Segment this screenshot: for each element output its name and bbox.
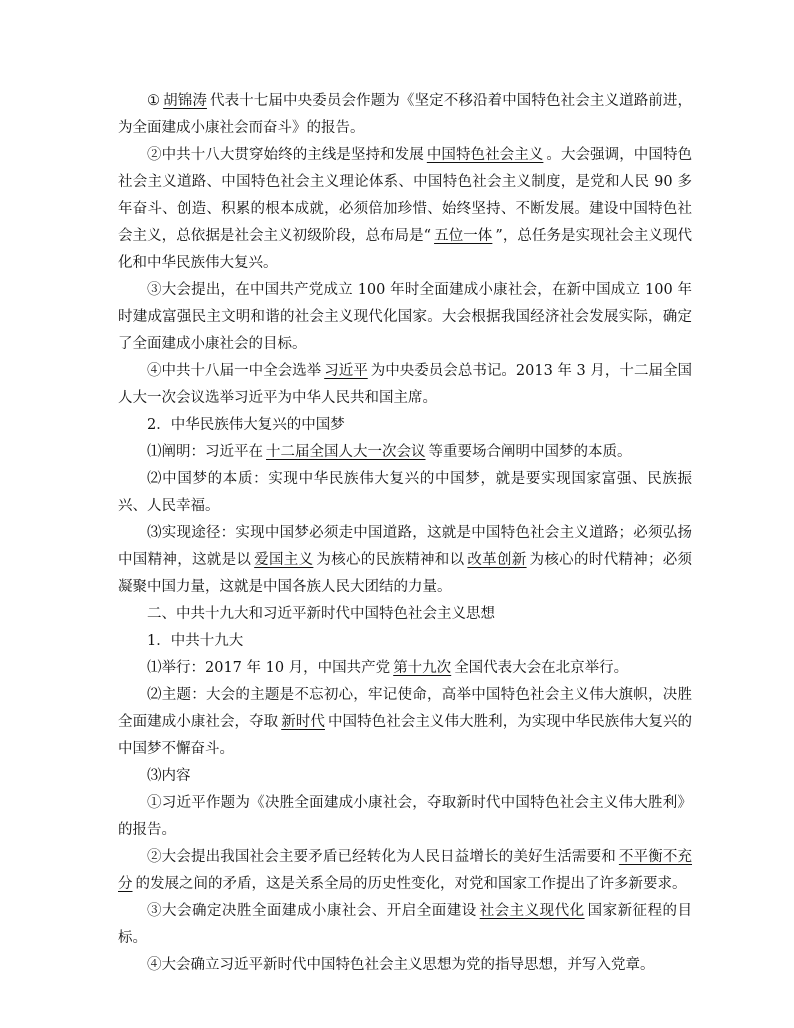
fill-in-answer: 中国特色社会主义 [426,147,544,163]
paragraph [118,763,692,790]
fill-in-answer: 新时代 [281,714,325,730]
paragraph [118,88,692,142]
fill-in-answer: 改革创新 [467,552,527,568]
text-run: 等重要场合阐明中国梦的本质。 [428,444,632,460]
text-run: 代表十七届中央委员会作题为《坚定不移沿着中国特色社会主义道路前进，为全面建成小康社会而奋斗》的报告。 [118,93,693,136]
text-run: 为中央委员会总书记。2013 年 3 月，十二届全国人大一次会议选举习近平为中华人民共和国主席。 [118,363,692,406]
fill-in-answer: 第十九次 [393,660,452,676]
text-run: 中国特色社会主义伟大胜利，为实现中华民族伟大复兴的中国梦不懈奋斗。 [118,714,693,757]
text-run: 国家新征程的目标。 [118,903,693,946]
paragraph [118,844,692,898]
paragraph [118,439,692,466]
paragraph [118,412,692,439]
paragraph [118,520,692,601]
text-run: ②大会提出我国社会主要矛盾已经转化为人民日益增长的美好生活需要和 [147,849,616,865]
paragraph [118,628,692,655]
text-run: 二、中共十九大和习近平新时代中国特色社会主义思想 [147,606,495,622]
fill-in-answer: 五位一体 [434,228,493,244]
text-run: ②中共十八大贯穿始终的主线是坚持和发展 [147,147,424,163]
document-body [118,88,692,979]
paragraph [118,655,692,682]
paragraph [118,142,692,277]
text-run: ⑴阐明：习近平在 [147,444,263,460]
paragraph [118,952,692,979]
paragraph [118,790,692,844]
paragraph [118,601,692,628]
paragraph [118,466,692,520]
fill-in-answer: 十二届全国人大一次会议 [266,444,426,460]
text-run: 为核心的时代精神；必须凝聚中国力量，这就是中国各族人民大团结的力量。 [118,552,693,595]
paragraph [118,277,692,358]
text-run: ⑴举行：2017 年 10 月，中国共产党 [147,660,391,676]
text-run: ⑶实现途径：实现中国梦必须走中国道路，这就是中国特色社会主义道路；必须弘扬中国精神，这就是以 [118,525,692,568]
text-run: ③大会提出，在中国共产党成立 100 年时全面建成小康社会，在新中国成立 100 年时建成富强民主文明和谐的社会主义现代化国家。大会根据我国经济社会发展实际，确定了全面建成小康社会的目标。 [118,282,692,352]
text-run: 2．中华民族伟大复兴的中国梦 [147,417,345,433]
fill-in-answer: 爱国主义 [254,552,314,568]
text-run: 为核心的民族精神和以 [316,552,465,568]
text-run: ⑶内容 [147,768,191,784]
text-run: ⑵中国梦的本质：实现中华民族伟大复兴的中国梦，就是要实现国家富强、民族振兴、人民幸福。 [118,471,692,514]
text-run: ④大会确立习近平新时代中国特色社会主义思想为党的指导思想，并写入党章。 [147,957,655,973]
text-run: ④中共十八届一中全会选举 [147,363,322,379]
text-run: 1．中共十九大 [147,633,244,649]
text-run: ① [147,93,161,109]
fill-in-answer: 不平衡不充分 [118,849,693,892]
text-run: 的发展之间的矛盾，这是关系全局的历史性变化，对党和国家工作提出了许多新要求。 [135,876,687,892]
fill-in-answer: 习近平 [324,363,368,379]
text-run: 。大会强调，中国特色社会主义道路、中国特色社会主义理论体系、中国特色社会主义制度，是党和人民 90 多年奋斗、创造、积累的根本成就，必须倍加珍惜、始终坚持、不断发展。建设中国特色社会主义，总依据是社会主义初级阶段，总布局是“ [118,147,693,244]
fill-in-answer: 社会主义现代化 [479,903,585,919]
fill-in-answer: 胡锦涛 [163,93,207,109]
text-run: ③大会确定决胜全面建成小康社会、开启全面建设 [147,903,477,919]
paragraph [118,898,692,952]
text-run: 全国代表大会在北京举行。 [454,660,629,676]
text-run: ”，总任务是实现社会主义现代化和中华民族伟大复兴。 [118,228,692,271]
paragraph [118,682,692,763]
paragraph [118,358,692,412]
text-run: ①习近平作题为《决胜全面建成小康社会，夺取新时代中国特色社会主义伟大胜利》的报告。 [118,795,692,838]
text-run: ⑵主题：大会的主题是不忘初心，牢记使命，高举中国特色社会主义伟大旗帜，决胜全面建成小康社会，夺取 [118,687,692,730]
